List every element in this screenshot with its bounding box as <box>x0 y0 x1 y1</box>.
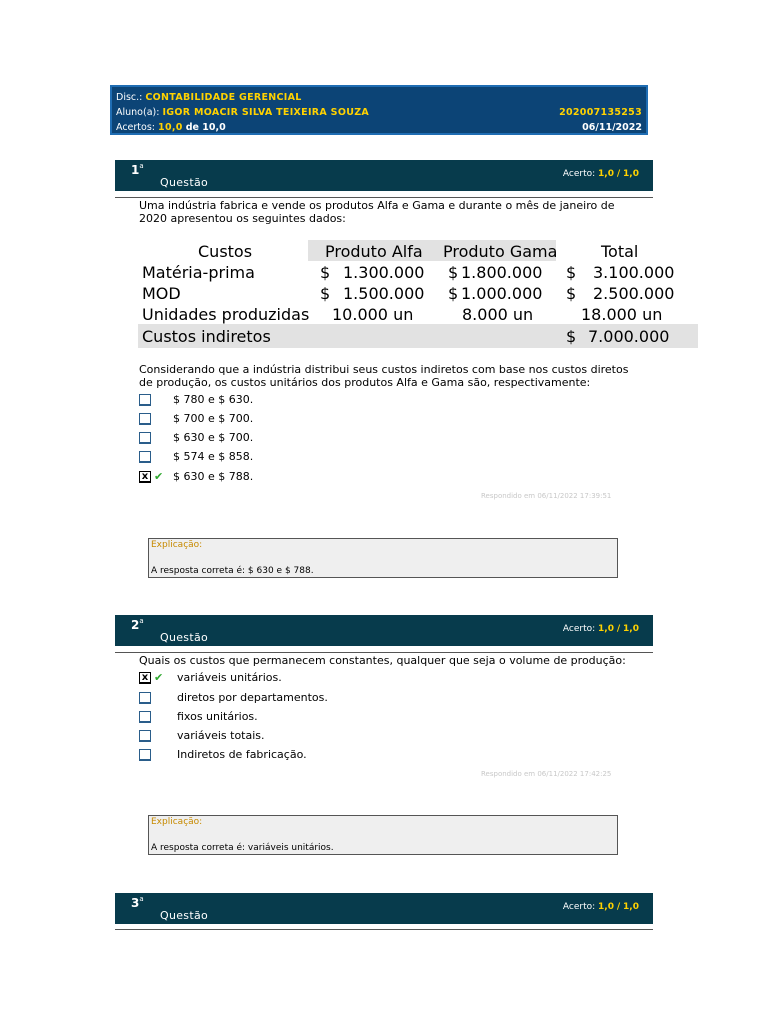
discipline-name: CONTABILIDADE GERENCIAL <box>145 92 302 103</box>
checkbox[interactable] <box>139 432 151 444</box>
acertos-label: Acertos: <box>116 122 155 133</box>
explanation-title: Explicação: <box>151 540 203 550</box>
checkbox[interactable] <box>139 394 151 406</box>
question-score: Acerto: 1,0 / 1,0 <box>562 902 639 912</box>
checkbox[interactable] <box>139 692 151 704</box>
checkbox[interactable] <box>139 413 151 425</box>
checkbox-checked[interactable]: x <box>139 471 151 483</box>
question-label: Questão <box>160 631 209 644</box>
question-3-header <box>115 893 653 924</box>
divider <box>115 652 653 653</box>
table-row: MOD $ 1.500.000 $ 1.000.000 $ 2.500.000 <box>142 284 675 303</box>
table-row: Unidades produzidas 10.000 un 8.000 un 18.000 un <box>142 305 663 324</box>
question-score: Acerto: 1,0 / 1,0 <box>562 624 639 634</box>
checkbox[interactable] <box>139 451 151 463</box>
acertos-total: de 10,0 <box>185 122 226 133</box>
explanation-title: Explicação: <box>151 817 203 827</box>
costs-table <box>138 240 675 348</box>
table-header-row: Custos Produto Alfa Produto Gama Total <box>198 242 639 261</box>
student-header <box>110 85 648 135</box>
explanation-text: A resposta correta é: variáveis unitários. <box>151 843 334 853</box>
question-2-text: Quais os custos que permanecem constantes, qualquer que seja o volume de produção: <box>139 654 626 667</box>
checkbox[interactable] <box>139 749 151 761</box>
question-label: Questão <box>160 176 209 189</box>
checkbox[interactable] <box>139 730 151 742</box>
answered-timestamp: Respondido em 06/11/2022 17:42:25 <box>481 770 612 778</box>
exam-date: 06/11/2022 <box>582 122 642 133</box>
check-icon: ✔ <box>154 671 164 684</box>
question-1-intro: Uma indústria fabrica e vende os produtos Alfa e Gama e durante o mês de janeiro de 2020 apresentou os seguintes dados: <box>139 199 615 225</box>
question-1-header <box>115 160 653 191</box>
question-number: 1$^a$ <box>131 162 144 177</box>
student-id: 202007135253 <box>559 107 642 118</box>
explanation-text: A resposta correta é: $ 630 e $ 788. <box>151 566 314 576</box>
check-icon: ✔ <box>154 470 164 483</box>
question-2-header <box>115 615 653 646</box>
question-number: 3$^a$ <box>131 895 144 910</box>
answered-timestamp: Respondido em 06/11/2022 17:39:51 <box>481 492 612 500</box>
divider <box>115 197 653 198</box>
table-row: Custos indiretos $ 7.000.000 <box>142 327 670 346</box>
table-row: Matéria-prima $ 1.300.000 $ 1.800.000 $ 3.100.000 <box>142 263 675 282</box>
question-number: 2$^a$ <box>131 617 144 632</box>
explanation-box <box>148 815 618 855</box>
checkbox-checked[interactable]: x <box>139 672 151 684</box>
question-label: Questão <box>160 909 209 922</box>
acertos-value: 10,0 <box>158 122 183 133</box>
divider <box>115 929 653 930</box>
disc-label: Disc.: <box>116 92 143 103</box>
student-name: IGOR MOACIR SILVA TEIXEIRA SOUZA <box>162 107 370 118</box>
checkbox[interactable] <box>139 711 151 723</box>
explanation-box <box>148 538 618 578</box>
question-score: Acerto: 1,0 / 1,0 <box>562 169 639 179</box>
question-1-text: Considerando que a indústria distribui seus custos indiretos com base nos custos diretos de produção, os custos unitários dos produtos Alfa e Gama são, respectivamente: <box>139 363 629 389</box>
aluno-label: Aluno(a): <box>116 107 160 118</box>
